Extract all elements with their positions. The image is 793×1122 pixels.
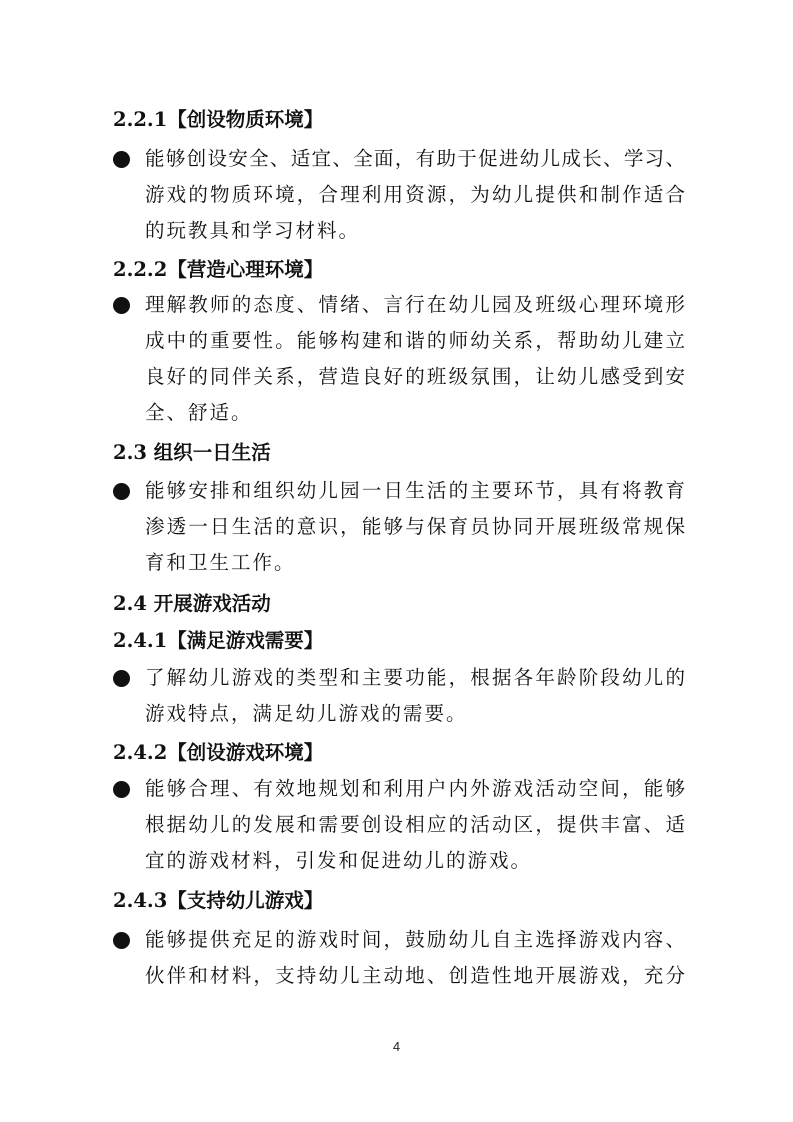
section-heading: 2.4 开展游戏活动 [113,592,271,615]
paragraph-line: 育和卫生工作。 [145,551,296,574]
bullet-icon [113,297,130,314]
paragraph-line: 能够合理、有效地规划和利用户内外游戏活动空间，能够 [145,777,685,800]
paragraph-line: 能够提供充足的游戏时间，鼓励幼儿自主选择游戏内容、 [145,928,685,951]
paragraph-line: 能够安排和组织幼儿园一日生活的主要环节，具有将教育 [145,479,685,502]
paragraph-line: 全、舒适。 [145,401,253,424]
paragraph-line: 游戏的物质环境，合理利用资源，为幼儿提供和制作适合 [145,183,685,206]
paragraph-line: 理解教师的态度、情绪、言行在幼儿园及班级心理环境形 [145,293,685,316]
section-heading: 2.4.1【满足游戏需要】 [113,629,324,652]
section-heading: 2.2.1【创设物质环境】 [113,108,324,131]
paragraph-line: 根据幼儿的发展和需要创设相应的活动区，提供丰富、适 [145,813,685,836]
page-number: 4 [392,1039,401,1054]
section-heading: 2.2.2【营造心理环境】 [113,258,324,281]
section-heading: 2.4.2【创设游戏环境】 [113,741,324,764]
bullet-icon [113,483,130,500]
bullet-icon [113,670,130,687]
paragraph-line: 成中的重要性。能够构建和谐的师幼关系，帮助幼儿建立 [145,329,685,352]
paragraph-line: 渗透一日生活的意识，能够与保育员协同开展班级常规保 [145,515,685,538]
bullet-icon [113,781,130,798]
section-heading: 2.4.3【支持幼儿游戏】 [113,889,324,912]
bullet-icon [113,151,130,168]
paragraph-line: 了解幼儿游戏的类型和主要功能，根据各年龄阶段幼儿的 [145,666,685,689]
paragraph-line: 游戏特点，满足幼儿游戏的需要。 [145,702,468,725]
paragraph-line: 的玩教具和学习材料。 [145,219,361,242]
paragraph-line: 良好的同伴关系，营造良好的班级氛围，让幼儿感受到安 [145,365,685,388]
bullet-icon [113,932,130,949]
paragraph-line: 伙伴和材料，支持幼儿主动地、创造性地开展游戏，充分 [145,964,685,987]
paragraph-line: 能够创设安全、适宜、全面，有助于促进幼儿成长、学习、 [145,147,685,170]
section-heading: 2.3 组织一日生活 [113,441,271,464]
paragraph-line: 宜的游戏材料，引发和促进幼儿的游戏。 [145,849,533,872]
